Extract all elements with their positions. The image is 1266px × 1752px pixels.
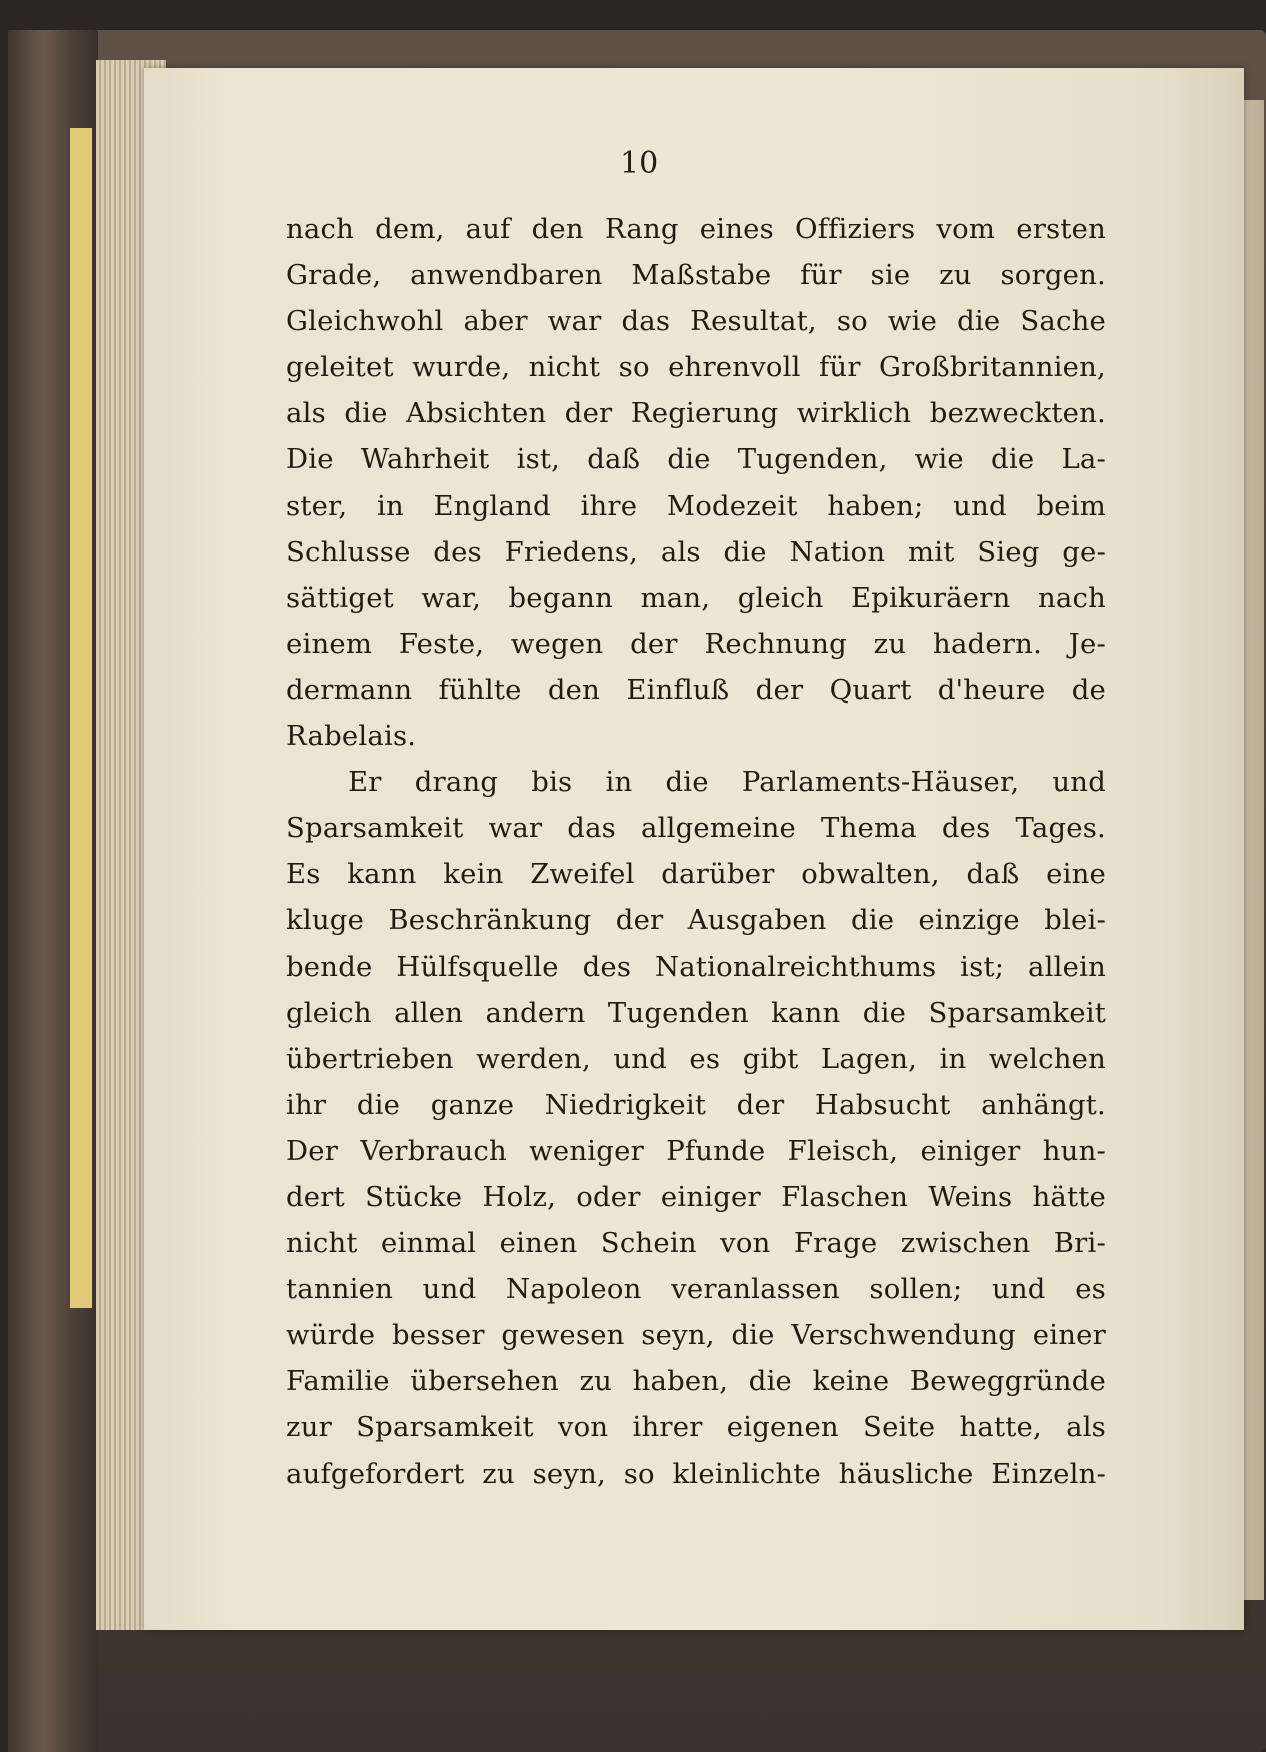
text-line: Gleichwohl aber war das Resultat, so wie die Sache (286, 305, 1106, 338)
text-line: Schlusse des Friedens, als die Nation mit Sieg ge- (286, 535, 1106, 568)
text-line: sättiget war, begann man, gleich Epikuräern nach (286, 581, 1106, 614)
text-line: Die Wahrheit ist, daß die Tugenden, wie die La- (286, 443, 1106, 476)
text-line: kluge Beschränkung der Ausgaben die einzige blei- (286, 904, 1106, 937)
text-line: dermann fühlte den Einfluß der Quart d'heure de (286, 673, 1106, 706)
text-line: einem Feste, wegen der Rechnung zu hadern. Je- (286, 627, 1106, 660)
text-line: Er drang bis in die Parlaments-Häuser, und (348, 766, 1106, 799)
page-text (286, 206, 1106, 1497)
text-line: Grade, anwendbaren Maßstabe für sie zu sorgen. (286, 259, 1106, 292)
text-line: Der Verbrauch weniger Pfunde Fleisch, einiger hun- (286, 1134, 1106, 1167)
text-line: übertrieben werden, und es gibt Lagen, in welchen (286, 1042, 1106, 1075)
text-line: würde besser gewesen seyn, die Verschwendung einer (286, 1319, 1106, 1352)
text-line: als die Absichten der Regierung wirklich bezweckten. (286, 397, 1106, 430)
text-line: tannien und Napoleon veranlassen sollen; und es (286, 1273, 1106, 1306)
text-line: gleich allen andern Tugenden kann die Sparsamkeit (286, 996, 1106, 1029)
text-line: nach dem, auf den Rang eines Offiziers vom ersten (286, 213, 1106, 245)
page-number: 10 (620, 146, 659, 181)
text-line: ster, in England ihre Modezeit haben; und beim (286, 489, 1106, 522)
text-line: geleitet wurde, nicht so ehrenvoll für Großbritannien, (286, 351, 1106, 384)
text-line: Rabelais. (286, 720, 417, 753)
text-line: ihr die ganze Niedrigkeit der Habsucht anhängt. (286, 1088, 1106, 1121)
text-line: Es kann kein Zweifel darüber obwalten, daß eine (286, 858, 1106, 891)
text-line: Familie übersehen zu haben, die keine Beweggründe (286, 1365, 1106, 1398)
text-line: bende Hülfsquelle des Nationalreichthums ist; allein (286, 950, 1106, 983)
text-line: dert Stücke Holz, oder einiger Flaschen Weins hätte (286, 1180, 1106, 1213)
bookmark-slip (70, 128, 92, 1308)
text-line: nicht einmal einen Schein von Frage zwischen Bri- (286, 1227, 1106, 1260)
text-line: Sparsamkeit war das allgemeine Thema des Tages. (286, 812, 1106, 845)
text-line: zur Sparsamkeit von ihrer eigenen Seite hatte, als (286, 1411, 1106, 1444)
text-line: aufgefordert zu seyn, so kleinlichte häusliche Einzeln- (286, 1457, 1106, 1490)
